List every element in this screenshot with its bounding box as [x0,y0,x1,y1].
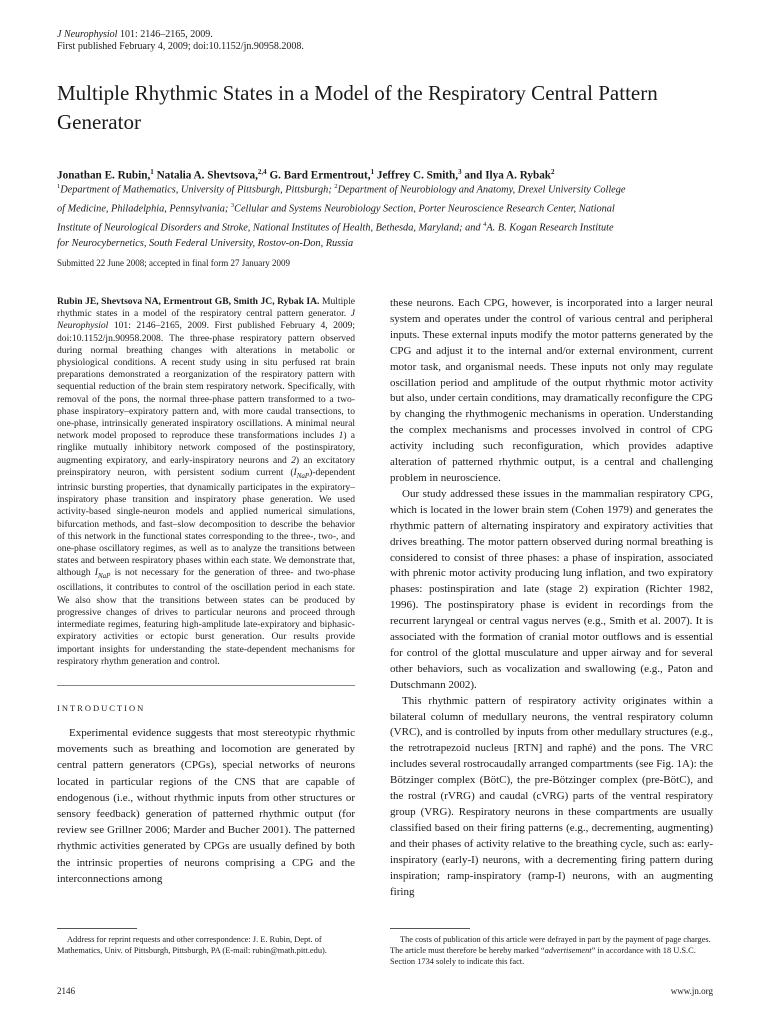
body-paragraph: This rhythmic pattern of respiratory activity originates within a bilateral column of medullary neurons, the ventral respiratory column (VRC), and is controlled by inputs from other medullary structures (e.g., the retrotrapezoid nucleus [RTN] and raphé) and the pons. The VRC includes several rostrocaudally arranged compartments (see Fig. 1A): the Bötzinger complex (BötC), the pre-Bötzinger complex (pre-BötC), and the rostral (rVRG) and caudal (cVRG) parts of the ventral respiratory group (VRG). Respiratory neurons in these compartments are usually classified based on their firing patterns (e.g., decrementing, augmenting) and their phases of activity relative to the breathing cycle, such as: early-inspiratory (early-I) neurons, with a decrementing firing pattern during inspiration; ramp-inspiratory (ramp-I) neurons, with an augmenting firing [390,694,713,898]
abstract-symbol: I [293,466,297,478]
page-number: 2146 [57,986,75,996]
abstract-body: is not necessary for the generation of three- and two-phase oscillations, it contributes to control of the oscillation period in each state. We also show that the transitions between states can be produced by progressive changes of drives to particular neurons and proceed through intermediate regimes, featuring high-amplitude late-expiratory and biphasic-expiratory activities or ectopic burst generation. Our results provide important insights for understanding the state-dependent mechanisms for respiratory rhythm generation and control. [57,567,355,667]
author-name: G. Bard Ermentrout, [266,169,371,182]
affiliation-text: Department of Neurobiology and Anatomy, Drexel University College [337,184,626,196]
author-name: Jonathan E. Rubin, [57,169,151,182]
abstract-citation-journal: J Neurophysiol [57,308,355,332]
affiliation-mark: 2 [334,183,338,190]
abstract-symbol-subscript: NaP [97,572,111,581]
abstract-body: ) a ringlike mutually inhibitory network composed of the postinspiratory, augmenting expiratory, and early-inspiratory neurons and [57,430,355,466]
author-affiliation-mark: 1 [150,168,154,176]
body-paragraph: these neurons. Each CPG, however, is incorporated into a larger neural system and operates under the control of various central and peripheral inputs. These external inputs modify the motor patterns generated by the CPG and adjust it to the internal and/or external environment, current motor task, and organismal needs. These inputs not only may regulate oscillation period and amplitude of the output rhythmic motor activity but also, under certain conditions, may dramatically reconfigure the CPG by changing the rhythmogenic mechanisms in operation. Understanding the complex mechanisms and processes involved in control of CPG activity including such reconfiguration, which provides adaptive alteration of patterned rhythmic output, is a central and challenging problem in neuroscience. [390,297,713,484]
abstract-body: ) an excitatory preinspiratory neuron, with persistent sodium current ( [57,454,355,478]
abstract-body: The three-phase respiratory pattern observed during normal breathing changes with alterations in metabolic or physiological conditions. A recent study using in situ perfused rat brain preparations demonstrated a reorganization of the respiratory pattern with sequential reduction of the brain stem respiratory network. Specifically, with removal of the pons, the normal three-phase pattern transformed to a two-phase inspiratory–expiratory pattern and, with more caudal transections, to one-phase, intrinsically generated inspiratory oscillations. A minimal neural network model proposed to reproduce these transformations includes [57,332,355,442]
section-divider [57,685,355,686]
affiliation-line [57,179,720,198]
journal-website: www.jn.org [670,986,713,996]
affiliation-mark: 4 [483,220,487,228]
abstract-body: )-dependent intrinsic bursting properties, that dynamically participates in the expiratory–inspiratory phase transition and inspiratory phase generation. We used activity-based single-neuron models and applied numerical simulations, bifurcation methods, and fast–slow decomposition to describe the behavior of this network in the functional states corresponding to the three-, two-, and one-phase oscillatory regimes, as well as to analyze the transitions between states and between respiratory phases within each state. We demonstrate that, although [57,466,355,579]
author-name: and Ilya A. Rybak [461,169,552,182]
author-affiliation-mark: 2,4 [257,168,267,176]
introduction-paragraph: Experimental evidence suggests that most stereotypic rhythmic movements such as breathing and locomotion are generated by central pattern generators (CPGs), special networks of neurons located in particular regions of the CNS that are capable of endogenous (i.e., without rhythmic inputs from other structures or sensory feedback) generation of patterned rhythmic output (for review see Grillner 2006; Marder and Bucher 2001). The patterned rhythmic activities generated by CPGs are usually defined by both the intrinsic properties of neurons comprising a CPG and the interconnections among [57,727,355,885]
affiliation-text: Cellular and Systems Neurobiology Section, Porter Neuroscience Research Center, National [234,203,615,215]
abstract-citation-authors: Rubin JE, Shevtsova NA, Ermentrout GB, Smith JC, Rybak IA. [57,296,320,307]
affiliation-text: for Neurocybernetics, South Federal University, Rostov-on-Don, Russia [57,237,354,249]
affiliation-text: Institute of Neurological Disorders and Stroke, National Institutes of Health, Bethesda, Maryland; and [57,222,484,234]
abstract-citation-details: 101: 2146–2165, 2009. First published February 4, 2009; doi:10.1152/jn.90958.2008. [57,320,355,344]
published-line: First published February 4, 2009; doi:10.1152/jn.90958.2008. [57,41,304,52]
journal-name: J Neurophysiol [57,29,118,40]
abstract-symbol: I [94,567,98,579]
author-affiliation-mark: 3 [458,168,462,176]
abstract [57,296,355,732]
publication-cost-footnote [390,934,713,967]
abstract-enum: 2 [291,454,296,466]
author-name: Jeffrey C. Smith, [374,169,459,182]
abstract-citation-title: Multiple rhythmic states in a model of the respiratory central pattern generator. [57,296,355,320]
citation-line [57,29,304,41]
footnote-divider [390,928,470,929]
affiliation-text: Department of Mathematics, University of Pittsburgh, Pittsburgh; [60,184,335,196]
affiliation-line [57,236,720,252]
footnote-text: The costs of publication of this article were defrayed in part by the payment of page charges. The article must therefore be hereby marked “ [390,935,711,955]
affiliation-mark: 3 [230,201,235,209]
affiliations [57,179,720,251]
introduction-heading: INTRODUCTION [57,703,146,713]
article-title: Multiple Rhythmic States in a Model of the Respiratory Central Pattern Generator [57,81,658,134]
journal-header [57,29,304,53]
left-column [57,296,355,732]
footnote-text: ” in accordance with 18 U.S.C. Section 1734 solely to indicate this fact. [390,946,696,966]
footnote-divider [57,928,137,929]
affiliation-mark: 1 [57,183,61,190]
footnote-emphasis: advertisement [544,946,592,955]
right-column [390,296,713,926]
citation-details: 101: 2146–2165, 2009. [117,29,213,40]
author-affiliation-mark: 1 [370,168,375,176]
author-name: Natalia A. Shevtsova, [153,169,258,182]
abstract-enum: 1 [338,430,344,442]
body-paragraph: Our study addressed these issues in the mammalian respiratory CPG, which is located in the lower brain stem (Cohen 1979) and generates the rhythmic pattern of alternating inspiratory and expiratory activities that drives breathing. The motor pattern observed during normal breathing is considered to consist of three phases: a phase of inspiration, associated with phrenic motor activity producing lung inflation, and two expiratory phases: postinspiration and late (stage 2) expiration (Richter 1982, 1996). The postinspiratory phase is evident in recordings from the recurrent laryngeal or central vagus nerves (e.g., Smith et al. 2007). It is associated with the formation of cranial motor outflows and is essential for control of the glottal musculature and upper airway and for several other behaviors, such as vocalization and swallowing (e.g., Paton and Dutschmann 2002). [390,487,713,691]
affiliation-line [57,198,720,217]
submission-dates: Submitted 22 June 2008; accepted in final form 27 January 2009 [57,258,290,268]
affiliation-text: of Medicine, Philadelphia, Pennsylvania; [57,203,231,215]
correspondence-footnote: Address for reprint requests and other correspondence: J. E. Rubin, Dept. of Mathematics, Univ. of Pittsburgh, Pittsburgh, PA (E-mail: rubin@math.pitt.edu). [57,935,327,955]
right-column-body [390,296,713,926]
abstract-symbol-subscript: NaP [296,471,310,480]
affiliation-text: A. B. Kogan Research Institute [486,222,614,234]
author-affiliation-mark: 2 [551,168,555,176]
affiliation-line [57,217,720,236]
